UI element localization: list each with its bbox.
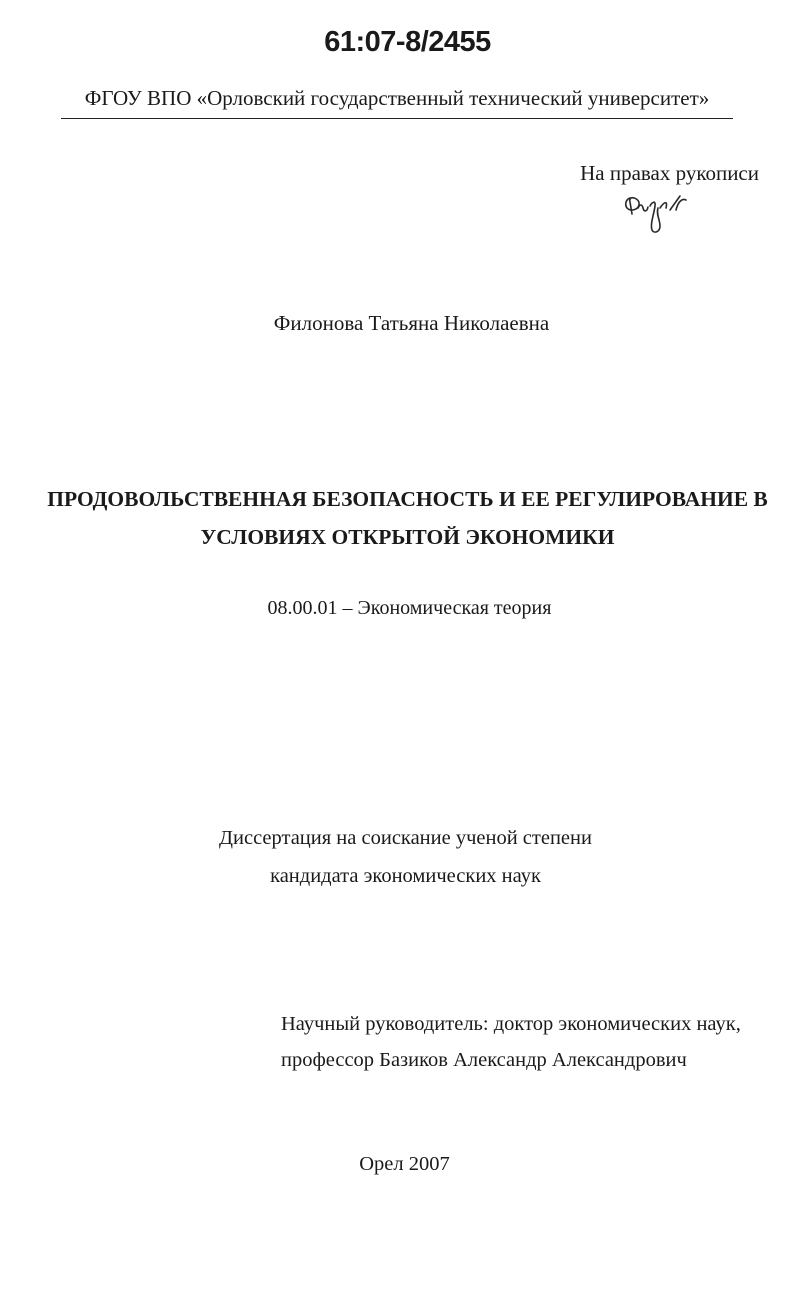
- advisor-line-1: Научный руководитель: доктор экономических наук,: [281, 1013, 741, 1035]
- scientific-advisor: [281, 1006, 741, 1078]
- degree-line-2: кандидата экономических наук: [270, 865, 541, 887]
- rights-notice: На правах рукописи: [580, 161, 759, 185]
- title-line-1: ПРОДОВОЛЬСТВЕННАЯ БЕЗОПАСНОСТЬ И ЕЕ РЕГУЛИРОВАНИЕ В: [47, 487, 768, 511]
- title-line-2: УСЛОВИЯХ ОТКРЫТОЙ ЭКОНОМИКИ: [200, 525, 615, 549]
- degree-statement: [0, 819, 795, 895]
- advisor-line-2: профессор Базиков Александр Александрович: [281, 1049, 687, 1071]
- dissertation-title: [20, 480, 795, 556]
- author-name: Филонова Татьяна Николаевна: [273, 311, 550, 335]
- catalog-number: 61:07-8/2455: [324, 26, 491, 58]
- institution-name: ФГОУ ВПО «Орловский государственный технический университет»: [84, 86, 710, 110]
- place-and-year: Орел 2007: [359, 1153, 450, 1175]
- signature-image: [620, 190, 700, 240]
- degree-line-1: Диссертация на соискание ученой степени: [219, 827, 592, 849]
- specialty-code: 08.00.01 – Экономическая теория: [267, 597, 552, 619]
- header-divider: [61, 118, 733, 119]
